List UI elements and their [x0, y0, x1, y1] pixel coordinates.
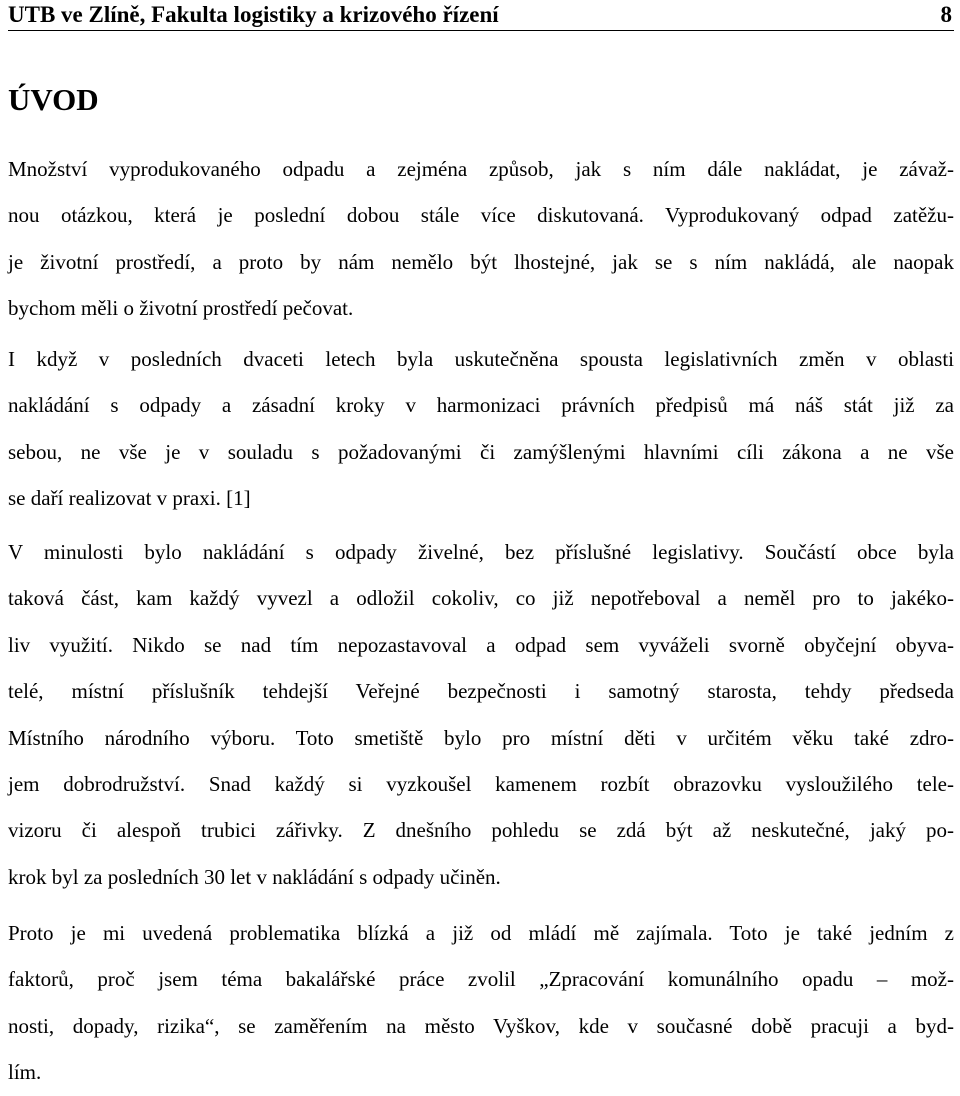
text-line: nou otázkou, která je poslední dobou stále více diskutovaná. Vyprodukovaný odpad zatěžu- — [8, 203, 954, 228]
text-line: nakládání s odpady a zásadní kroky v harmonizaci právních předpisů má náš stát již za — [8, 393, 954, 418]
paragraph-3 — [8, 529, 954, 900]
text-line: I když v posledních dvaceti letech byla uskutečněna spousta legislativních změn v oblasti — [8, 347, 954, 371]
paragraph-2 — [8, 336, 954, 522]
text-line: taková část, kam každý vyvezl a odložil cokoliv, co již nepotřeboval a neměl pro to jakéko- — [8, 586, 954, 611]
text-line: sebou, ne vše je v souladu s požadovanými či zamýšlenými hlavními cíli zákona a ne vše — [8, 439, 954, 464]
text-line: Místního národního výboru. Toto smetiště bylo pro místní děti v určitém věku také zdro- — [8, 725, 954, 750]
text-line: nosti, dopady, rizika“, se zaměřením na město Vyškov, kde v současné době pracuji a byd- — [8, 1013, 954, 1038]
text-line: Množství vyprodukovaného odpadu a zejména způsob, jak s ním dále nakládat, je závaž- — [8, 157, 954, 181]
text-line: liv využití. Nikdo se nad tím nepozastavoval a odpad sem vyváželi svorně obyčejní obyva- — [8, 632, 954, 657]
page-number: 8 — [940, 2, 952, 27]
text-line: bychom měli o životní prostředí pečovat. — [8, 296, 354, 321]
paragraph-4 — [8, 910, 954, 1096]
page-header — [8, 0, 954, 31]
text-line: jem dobrodružství. Snad každý si vyzkoušel kamenem rozbít obrazovku vysloužilého tele- — [8, 772, 954, 797]
text-line: krok byl za posledních 30 let v nakládání s odpady učiněn. — [8, 864, 501, 889]
text-line: vizoru či alespoň trubici zářivky. Z dnešního pohledu se zdá být až neskutečné, jaký po- — [8, 818, 954, 843]
text-line: je životní prostředí, a proto by nám nemělo být lhostejné, jak se s ním nakládá, ale naopak — [8, 249, 954, 274]
text-line: telé, místní příslušník tehdejší Veřejné bezpečnosti i samotný starosta, tehdy předseda — [8, 679, 954, 704]
text-line: se daří realizovat v praxi. [1] — [8, 486, 251, 511]
paragraph-1 — [8, 146, 954, 332]
section-heading: ÚVOD — [8, 82, 99, 117]
header-title: UTB ve Zlíně, Fakulta logistiky a krizového řízení — [8, 2, 499, 27]
text-line: lím. — [8, 1060, 42, 1085]
text-line: faktorů, proč jsem téma bakalářské práce zvolil „Zpracování komunálního opadu – mož- — [8, 967, 954, 992]
text-line: V minulosti bylo nakládání s odpady živelné, bez příslušné legislativy. Součástí obce byla — [8, 540, 954, 564]
text-line: Proto je mi uvedená problematika blízká a již od mládí mě zajímala. Toto je také jedním z — [8, 921, 954, 945]
